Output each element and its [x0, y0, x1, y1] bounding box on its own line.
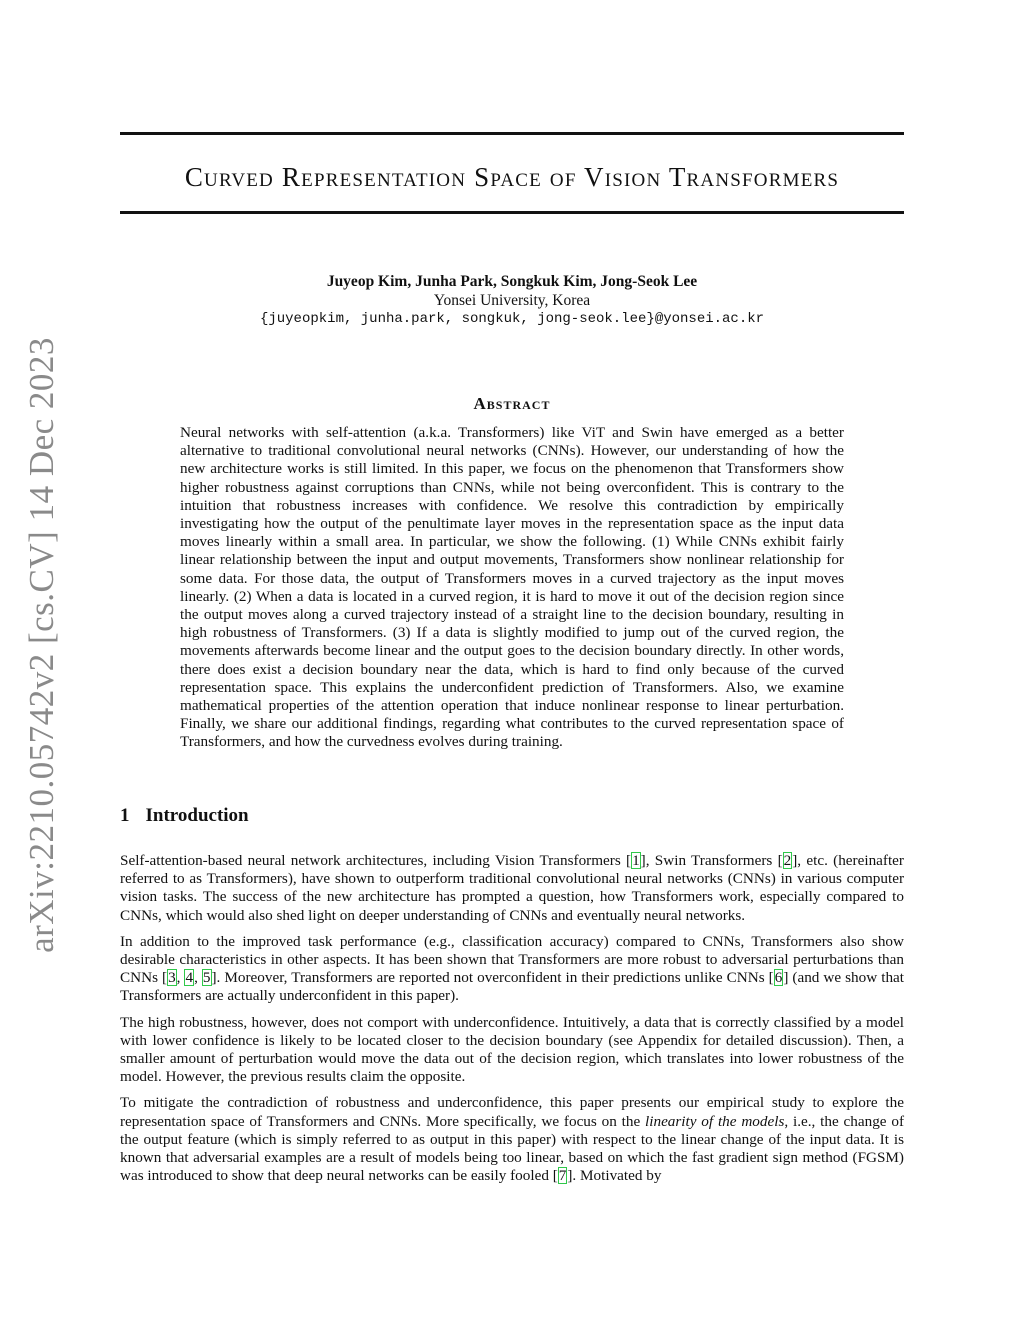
text-run: ], etc. (hereinafter referred to as Transformers), have shown to outperform traditional convolutional neural networks (CNNs) in various computer vision tasks. The success of the new architecture has prompted a question, how Transformers work, especially compared to CNNs, which would also shed light on deeper understanding of CNNs and eventually neural networks.	[120, 852, 904, 924]
text-run: In addition to the improved task performance (e.g., classification accuracy) compared to CNNs, Transformers also show desirable characteristics in other aspects. It has been shown that Transformers are more robust to adversarial perturbations than CNNs [	[120, 932, 904, 987]
text-run: ]. Moreover, Transformers are reported not overconfident in their predictions unlike CNNs [	[211, 969, 774, 987]
text-run: To mitigate the contradiction of robustness and underconfidence, this paper presents our empirical study to explore the representation space of Transformers and CNNs. More specifically, we focus on the	[120, 1094, 904, 1130]
emphasis-linearity: linearity of the models	[645, 1112, 785, 1130]
author-emails: {juyeopkim, junha.park, songkuk, jong-seok.lee}@yonsei.ac.kr	[259, 311, 765, 327]
author-affiliation: Yonsei University, Korea	[433, 292, 591, 309]
citation-link-2[interactable]: 2	[783, 852, 792, 869]
text-run: ,	[194, 969, 202, 987]
arxiv-identifier-stamp: arXiv:2210.05742v2 [cs.CV] 14 Dec 2023	[22, 337, 61, 953]
section-heading-introduction	[120, 805, 249, 827]
text-run: ]. Motivated by	[567, 1167, 662, 1185]
text-run: Self-attention-based neural network architectures, including Vision Transformers [	[120, 852, 632, 869]
author-names: Juyeop Kim, Junha Park, Songkuk Kim, Jong-Seok Lee	[326, 273, 698, 290]
intro-paragraph-3: The high robustness, however, does not comport with underconfidence. Intuitively, a data that is correctly classified by a model with lower confidence is likely to be located closer to the decision boundary (see Appendix for detailed discussion). Then, a smaller amount of perturbation would move the data out of the decision region, which translates into lower robustness of the model. However, the previous results claim the opposite.	[120, 1013, 904, 1086]
paper-title: Curved Representation Space of Vision Transformers	[184, 162, 840, 192]
citation-link-1[interactable]: 1	[632, 852, 640, 869]
abstract-heading: Abstract	[473, 394, 551, 413]
citation-link-4[interactable]: 4	[185, 969, 194, 987]
citation-link-5[interactable]: 5	[202, 969, 211, 987]
text-run: ,	[176, 969, 185, 987]
text-run: ], Swin Transformers [	[640, 852, 783, 869]
introduction-body	[120, 852, 904, 1193]
abstract-text: Neural networks with self-attention (a.k.a. Transformers) like ViT and Swin have emerged as a better alternative to traditional convolutional neural networks (CNNs). However, our understanding of how the new architecture works is still limited. In this paper, we focus on the phenomenon that Transformers show higher robustness against corruptions than CNNs, while not being overconfident. This is contrary to the intuition that robustness increases with confidence. We resolve this contradiction by empirically investigating how the output of the penultimate layer moves in the representation space as the input data moves linearly within a small area. In particular, we show the following. (1) While CNNs exhibit fairly linear relationship between the input and output movements, Transformers show nonlinear relationship for some data. For those data, the output of Transformers moves in a curved trajectory as the input moves linearly. (2) When a data is located in a curved region, it is hard to move it out of the decision region since the output moves along a curved trajectory instead of a straight line to the decision boundary, resulting in high robustness of Transformers. (3) If a data is slightly modified to jump out of the curved region, the movements afterwards become linear and the output goes to the decision boundary directly. In other words, there does exist a decision boundary near the data, which is hard to find only because of the curved representation space. This explains the underconfident prediction of Transformers. Also, we examine mathematical properties of the attention operation that induce nonlinear response to linear perturbation. Finally, we share our additional findings, regarding what contributes to the curved representation space of Transformers, and how the curvedness evolves during training.	[180, 424, 844, 751]
section-title: Introduction	[145, 805, 249, 826]
title-bottom-rule	[120, 211, 904, 214]
intro-paragraph-4	[120, 1094, 904, 1185]
citation-link-7[interactable]: 7	[558, 1167, 567, 1185]
text-run: ] (and we show that Transformers are actually underconfident in this paper).	[120, 969, 905, 1005]
citation-link-6[interactable]: 6	[774, 969, 783, 987]
title-top-rule	[120, 132, 904, 135]
citation-link-3[interactable]: 3	[168, 969, 176, 987]
text-run: , i.e., the change of the output feature (which is simply referred to as output in this paper) with respect to the linear change of the input data. It is known that adversarial examples are a result of models being too linear, based on which the fast gradient sign method (FGSM) was introduced to show that deep neural networks can be easily fooled [	[120, 1112, 905, 1185]
intro-paragraph-2	[120, 933, 904, 1006]
intro-paragraph-1	[120, 852, 904, 925]
author-block	[120, 272, 904, 329]
section-number: 1	[120, 805, 130, 826]
